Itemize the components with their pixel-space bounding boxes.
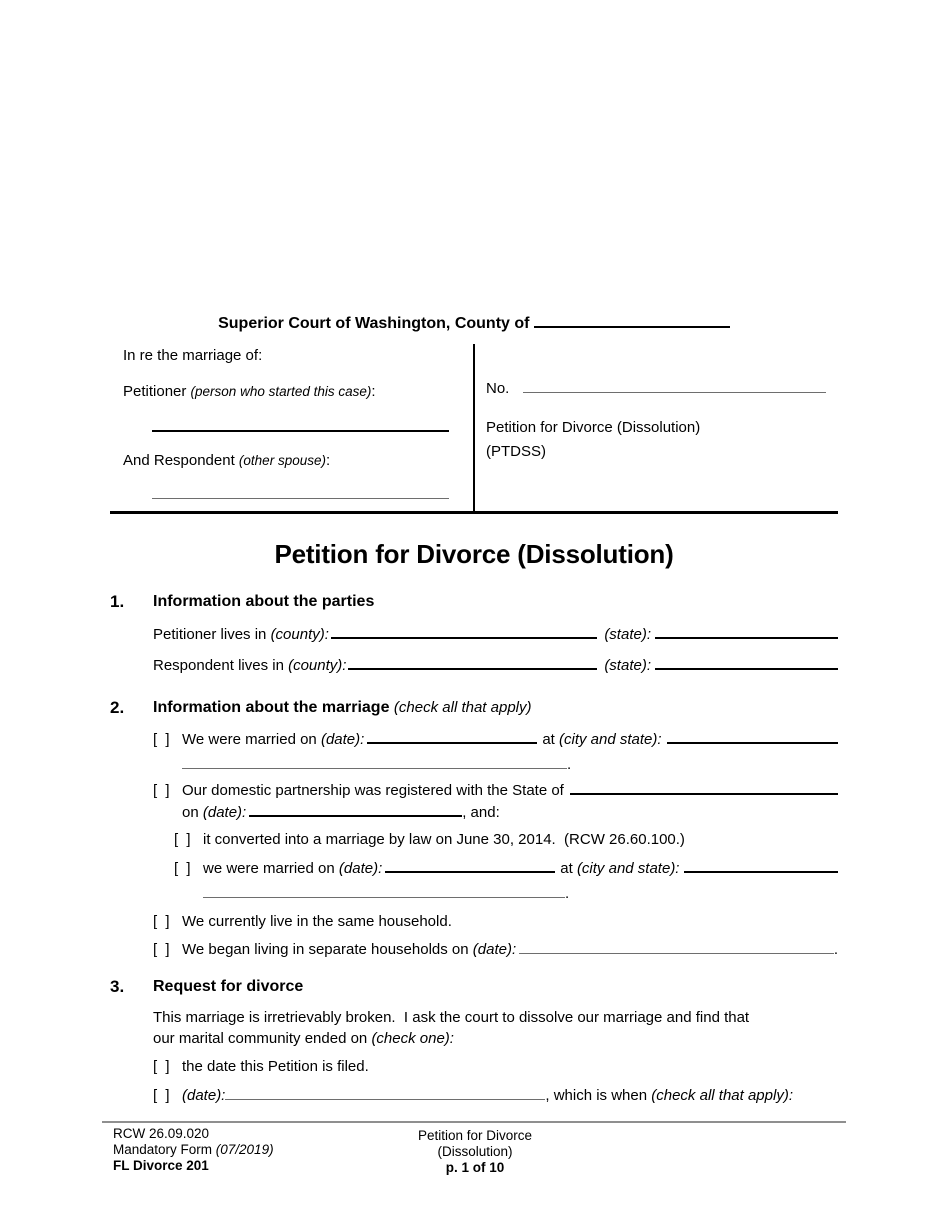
partnership-date-blank[interactable] (249, 801, 462, 817)
petitioner-name-blank[interactable] (152, 430, 449, 432)
which-is-when-text: , which is when (545, 1087, 652, 1104)
community-end-date-row (153, 1085, 838, 1106)
separate-date-hint: (date): (472, 941, 517, 958)
partnership-checkbox[interactable]: [ ] (153, 782, 172, 799)
married-on-row (153, 728, 838, 750)
married-place-continuation-blank[interactable] (182, 754, 567, 769)
section-3-heading-text: Request for divorce (153, 978, 304, 995)
community-end-date-checkbox[interactable]: [ ] (153, 1087, 172, 1104)
section-2-heading-hint: (check all that apply) (393, 699, 532, 716)
respondent-residence-row (153, 654, 838, 676)
partnership-married-continuation-row (153, 883, 838, 904)
in-re-label: In re the marriage of: (123, 347, 263, 364)
petitioner-colon: : (371, 383, 376, 400)
court-title: Superior Court of Washington, County of (218, 315, 534, 332)
petitioner-state-hint: (state): (604, 626, 651, 643)
petitioner-label: Petitioner (123, 383, 191, 400)
separate-households-row (153, 939, 838, 960)
respondent-state-hint: (state): (604, 657, 651, 674)
petitioner-residence-row (153, 623, 838, 645)
partnership-married-place-blank[interactable] (684, 857, 838, 873)
section-3-number: 3. (110, 977, 125, 996)
married-on-checkbox[interactable]: [ ] (153, 731, 172, 748)
footer-left-column (113, 1126, 274, 1174)
section-1-number: 1. (110, 592, 125, 611)
petitioner-label-line (123, 383, 459, 400)
converted-row (174, 829, 838, 850)
form-content (110, 312, 838, 1106)
respondent-label: And Respondent (123, 452, 239, 469)
request-intro-line2-text: our marital community ended on (153, 1030, 372, 1047)
respondent-county-hint: (county): (288, 657, 347, 674)
section-1-heading-text: Information about the parties (153, 593, 375, 610)
married-period: . (567, 756, 572, 773)
petitioner-county-hint: (county): (270, 626, 329, 643)
caption-case-cell (475, 344, 838, 511)
section-1-heading (153, 591, 838, 613)
page-footer (0, 1121, 950, 1176)
married-place-hint: (city and state): (559, 731, 662, 748)
same-household-checkbox[interactable]: [ ] (153, 913, 172, 930)
court-header (110, 312, 838, 335)
married-date-hint: (date): (320, 731, 365, 748)
check-all-hint: (check all that apply): (651, 1087, 793, 1104)
respondent-name-blank[interactable] (152, 498, 449, 499)
section-3 (110, 976, 838, 1106)
converted-checkbox[interactable]: [ ] (174, 831, 193, 848)
partnership-married-at-text: at (560, 860, 577, 877)
partnership-married-date-hint: (date): (338, 860, 383, 877)
footer-mandatory-form-line (113, 1142, 274, 1158)
case-number-label: No. (486, 380, 510, 397)
request-intro-line1: This marriage is irretrievably broken. I ask the court to dissolve our marriage and find that (153, 1009, 750, 1026)
section-3-heading (153, 976, 838, 998)
form-title-line2: (PTDSS) (486, 443, 546, 460)
partnership-row (153, 779, 838, 801)
date-filed-checkbox[interactable]: [ ] (153, 1058, 172, 1075)
county-name-blank[interactable] (534, 312, 730, 328)
separate-households-checkbox[interactable]: [ ] (153, 941, 172, 958)
converted-text: it converted into a marriage by law on June 30, 2014. (RCW 26.60.100.) (203, 831, 685, 848)
partnership-date-hint: (date): (202, 804, 247, 821)
form-title-line1: Petition for Divorce (Dissolution) (486, 419, 701, 436)
same-household-row (153, 911, 838, 932)
partnership-married-continuation-blank[interactable] (203, 883, 565, 898)
same-household-text: We currently live in the same household. (182, 913, 452, 930)
footer-page-number: p. 1 of 10 (445, 1160, 505, 1175)
footer-form-name-line1: Petition for Divorce (417, 1128, 533, 1143)
request-intro-line2 (153, 1028, 838, 1049)
separate-date-blank[interactable] (519, 939, 834, 954)
married-place-blank[interactable] (667, 728, 838, 744)
footer-form-name-line2: (Dissolution) (437, 1144, 513, 1159)
partnership-on-text: on (182, 804, 203, 821)
partnership-married-place-hint: (city and state): (576, 860, 680, 877)
respondent-hint: (other spouse) (238, 453, 326, 468)
case-number-row (486, 378, 826, 397)
section-2-heading (153, 697, 838, 719)
case-caption-table (110, 344, 838, 514)
partnership-married-text: we were married on (203, 860, 339, 877)
date-filed-row (153, 1056, 838, 1077)
footer-rcw: RCW 26.09.020 (113, 1126, 210, 1141)
married-at-text: at (542, 731, 559, 748)
married-on-continuation-row (153, 754, 838, 775)
footer-form-date: (07/2019) (215, 1142, 274, 1157)
date-filed-text: the date this Petition is filed. (182, 1058, 369, 1075)
section-2 (110, 697, 838, 960)
page-title: Petition for Divorce (Dissolution) (274, 539, 674, 569)
partnership-married-row (174, 857, 838, 879)
separate-period: . (833, 941, 838, 958)
married-on-text: We were married on (182, 731, 321, 748)
petitioner-state-blank[interactable] (655, 623, 838, 639)
partnership-date-row (153, 801, 838, 823)
community-end-date-hint: (date): (182, 1087, 226, 1104)
section-2-heading-text: Information about the marriage (153, 699, 394, 716)
petitioner-county-blank[interactable] (331, 623, 597, 639)
respondent-colon: : (325, 452, 331, 469)
petitioner-lives-label: Petitioner lives in (153, 626, 271, 643)
section-2-number: 2. (110, 698, 125, 717)
partnership-married-period: . (565, 885, 570, 902)
respondent-county-blank[interactable] (348, 654, 597, 670)
section-1 (110, 591, 838, 676)
check-one-hint: (check one): (371, 1030, 454, 1047)
petitioner-hint: (person who started this case) (190, 384, 372, 399)
partnership-state-blank[interactable] (570, 779, 838, 795)
respondent-label-line (123, 452, 459, 469)
partnership-text: Our domestic partnership was registered with the State of (182, 782, 569, 799)
respondent-lives-label: Respondent lives in (153, 657, 289, 674)
partnership-married-checkbox[interactable]: [ ] (174, 860, 193, 877)
partnership-and-text: , and: (462, 804, 500, 821)
community-end-date-blank[interactable] (225, 1085, 545, 1100)
married-date-blank[interactable] (367, 728, 537, 744)
partnership-married-date-blank[interactable] (385, 857, 555, 873)
separate-households-text: We began living in separate households on (182, 941, 473, 958)
caption-parties-cell (110, 344, 475, 511)
footer-mandatory-form: Mandatory Form (113, 1142, 216, 1157)
respondent-state-blank[interactable] (655, 654, 838, 670)
case-number-blank[interactable] (523, 378, 826, 393)
footer-form-id: FL Divorce 201 (113, 1158, 209, 1173)
